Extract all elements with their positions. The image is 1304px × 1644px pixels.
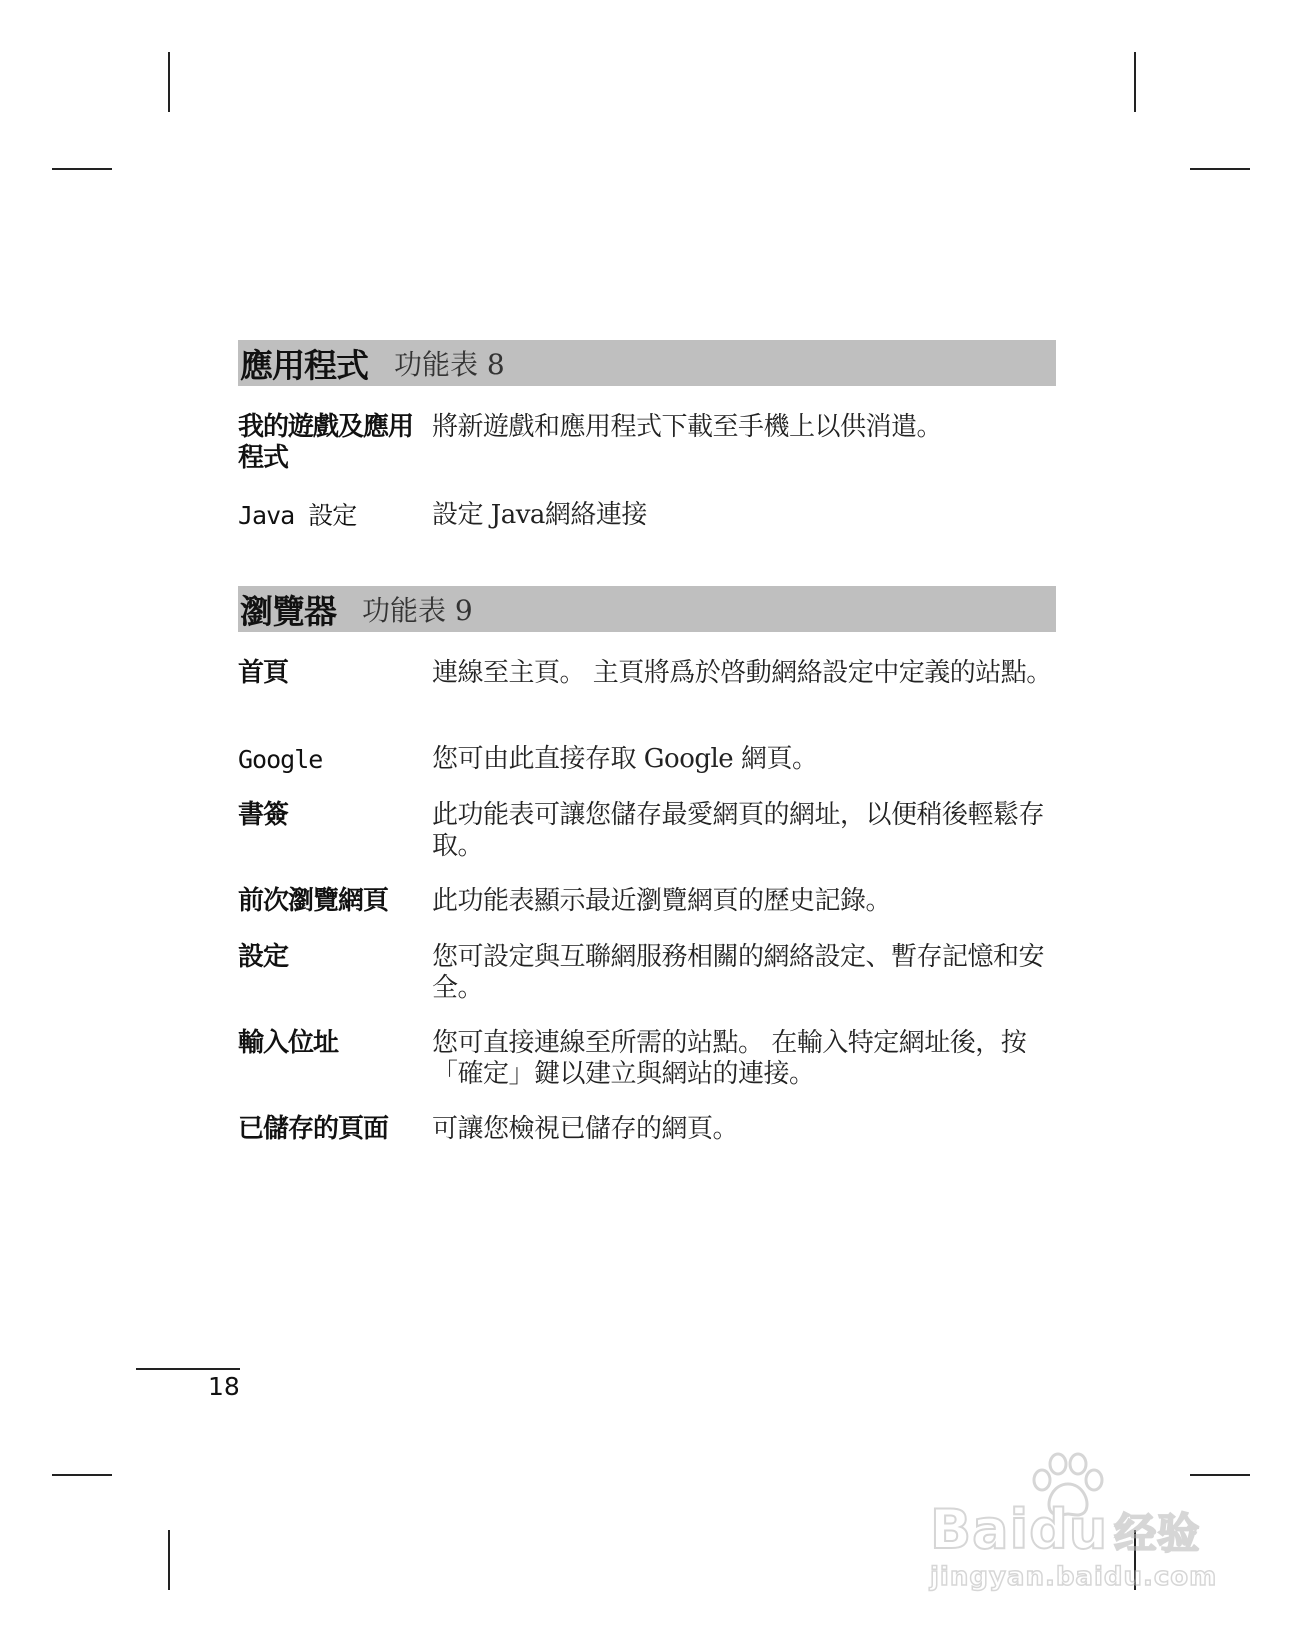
- crop-mark-top-left-h: [52, 168, 112, 170]
- entry-description: 設定 Java網絡連接: [432, 500, 647, 530]
- section-title: 瀏覽器: [240, 591, 336, 631]
- entry-term: 我的遊戲及應用程式: [238, 412, 414, 473]
- crop-mark-top-left-v: [168, 52, 170, 112]
- menu-entry-google: [238, 744, 1058, 775]
- section-subtitle: 功能表 8: [394, 348, 505, 381]
- entry-term: 書簽: [238, 800, 289, 830]
- menu-entry-bookmarks: [238, 800, 1058, 862]
- section-subtitle: 功能表 9: [362, 594, 473, 627]
- crop-mark-top-right-h: [1190, 168, 1250, 170]
- watermark-brand: [930, 1498, 1200, 1561]
- crop-mark-bottom-left-h: [52, 1474, 112, 1476]
- entry-description: 您可直接連線至所需的站點。 在輸入特定網址後，按「確定」鍵以建立與網站的連接。: [432, 1028, 1027, 1089]
- entry-term: 輸入位址: [238, 1028, 339, 1058]
- watermark-brand-cn: 经验: [1114, 1509, 1201, 1558]
- menu-entry-my-games-apps: [238, 412, 1058, 474]
- watermark-url: jingyan.baidu.com: [930, 1562, 1218, 1592]
- footer-rule: [136, 1368, 240, 1370]
- entry-description: 連線至主頁。 主頁將爲於啓動網絡設定中定義的站點。: [432, 658, 1052, 688]
- entry-term: 已儲存的頁面: [238, 1114, 389, 1144]
- section-header-browser: [238, 586, 1056, 632]
- menu-entry-history: [238, 886, 1058, 917]
- watermark-brand-bai: Bai: [930, 1498, 1030, 1561]
- entry-description: 此功能表可讓您儲存最愛網頁的網址，以便稍後輕鬆存取。: [432, 800, 1045, 861]
- entry-description: 將新遊戲和應用程式下載至手機上以供消遣。: [432, 412, 943, 442]
- baidu-jingyan-watermark: [930, 1450, 1230, 1600]
- entry-description: 您可由此直接存取 Google 網頁。: [432, 744, 818, 774]
- menu-entry-settings: [238, 942, 1058, 1004]
- entry-description: 此功能表顯示最近瀏覽網頁的歷史記錄。: [432, 886, 892, 916]
- entry-term: Google: [238, 745, 323, 774]
- menu-entry-java-settings: [238, 500, 1058, 531]
- crop-mark-bottom-left-v: [168, 1530, 170, 1590]
- menu-entry-home: [238, 658, 1058, 689]
- page-number: 18: [208, 1372, 240, 1401]
- menu-entry-saved-pages: [238, 1114, 1058, 1145]
- entry-term: Java 設定: [238, 501, 357, 530]
- crop-mark-top-right-v: [1134, 52, 1136, 112]
- entry-term: 前次瀏覽網頁: [238, 886, 389, 916]
- section-header-applications: [238, 340, 1056, 386]
- section-title: 應用程式: [240, 345, 368, 385]
- menu-entry-enter-address: [238, 1028, 1058, 1090]
- watermark-brand-du: du: [1029, 1498, 1109, 1561]
- entry-description: 可讓您檢視已儲存的網頁。: [432, 1114, 739, 1144]
- entry-term: 設定: [238, 942, 289, 972]
- entry-term: 首頁: [238, 658, 289, 688]
- entry-description: 您可設定與互聯網服務相關的網絡設定、暫存記憶和安全。: [432, 942, 1045, 1003]
